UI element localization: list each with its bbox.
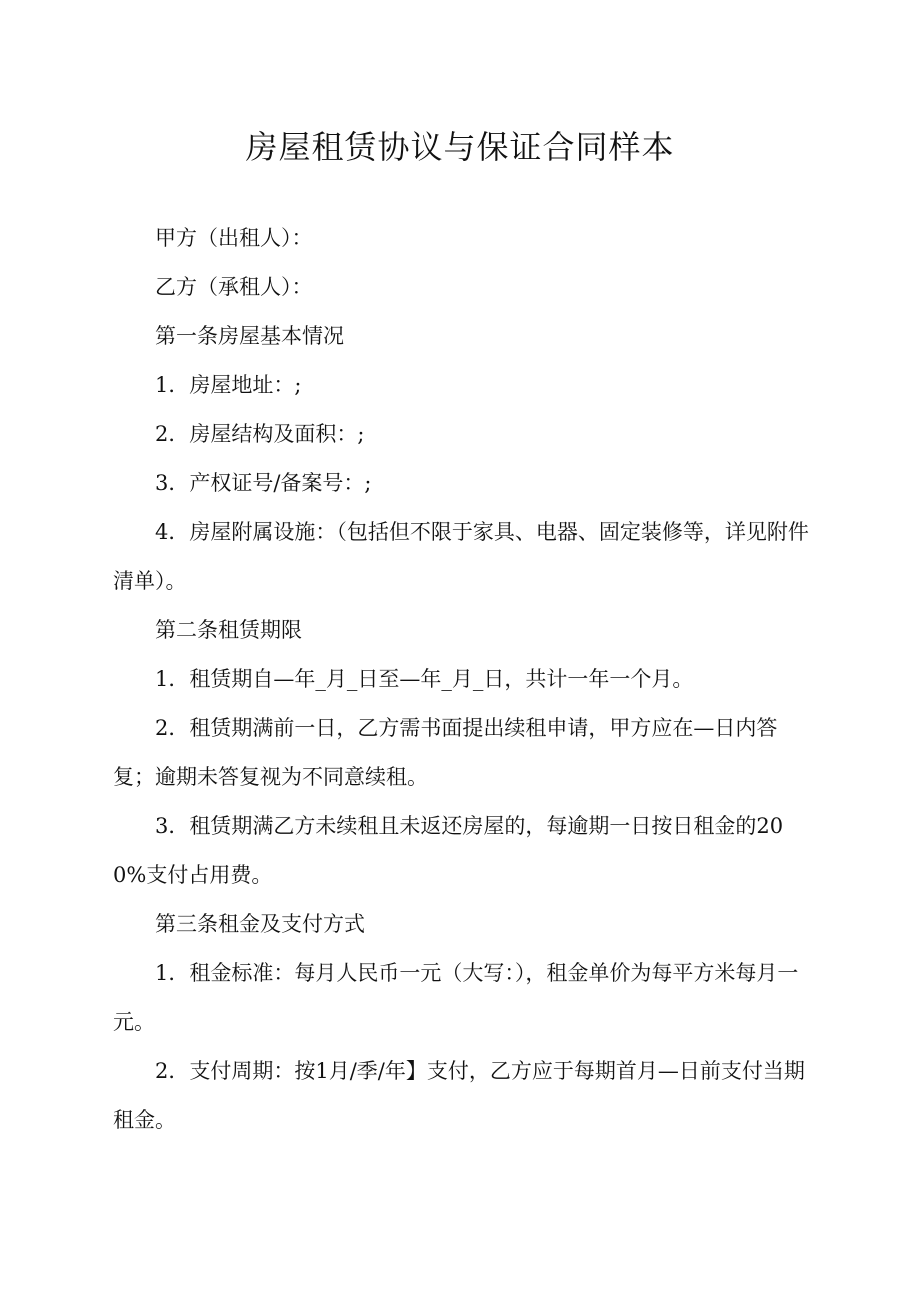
article-2-heading: 第二条租赁期限 — [155, 618, 302, 642]
article-3-heading: 第三条租金及支付方式 — [155, 912, 365, 936]
article-2-item-1: 1．租赁期自—年_月_日至—年_月_日，共计一年一个月。 — [155, 667, 694, 691]
article-1-heading: 第一条房屋基本情况 — [155, 324, 344, 348]
party-a-line: 甲方（出租人）： — [155, 226, 313, 250]
article-2-item-2: 2．租赁期满前一日，乙方需书面提出续租申请，甲方应在—日内答复；逾期未答复视为不同意续租。 — [113, 716, 778, 789]
article-1-item-4: 4．房屋附属设施：（包括但不限于家具、电器、固定装修等，详见附件清单）。 — [113, 520, 809, 593]
document-title: 房屋租赁协议与保证合同样本 — [245, 128, 675, 166]
article-3-item-1: 1．租金标准：每月人民币一元（大写：），租金单价为每平方米每月一元。 — [113, 961, 799, 1034]
party-b-line: 乙方（承租人）： — [155, 275, 313, 299]
article-1-item-2: 2．房屋结构及面积：; — [155, 422, 365, 446]
article-1-item-1: 1．房屋地址：; — [155, 373, 302, 397]
document-body — [113, 214, 813, 1145]
article-3-item-2: 2．支付周期：按1月/季/年】支付，乙方应于每期首月—日前支付当期租金。 — [113, 1059, 805, 1132]
article-1-item-3: 3．产权证号/备案号：; — [155, 471, 372, 495]
article-2-item-3: 3．租赁期满乙方未续租且未返还房屋的，每逾期一日按日租金的200%支付占用费。 — [113, 814, 784, 887]
